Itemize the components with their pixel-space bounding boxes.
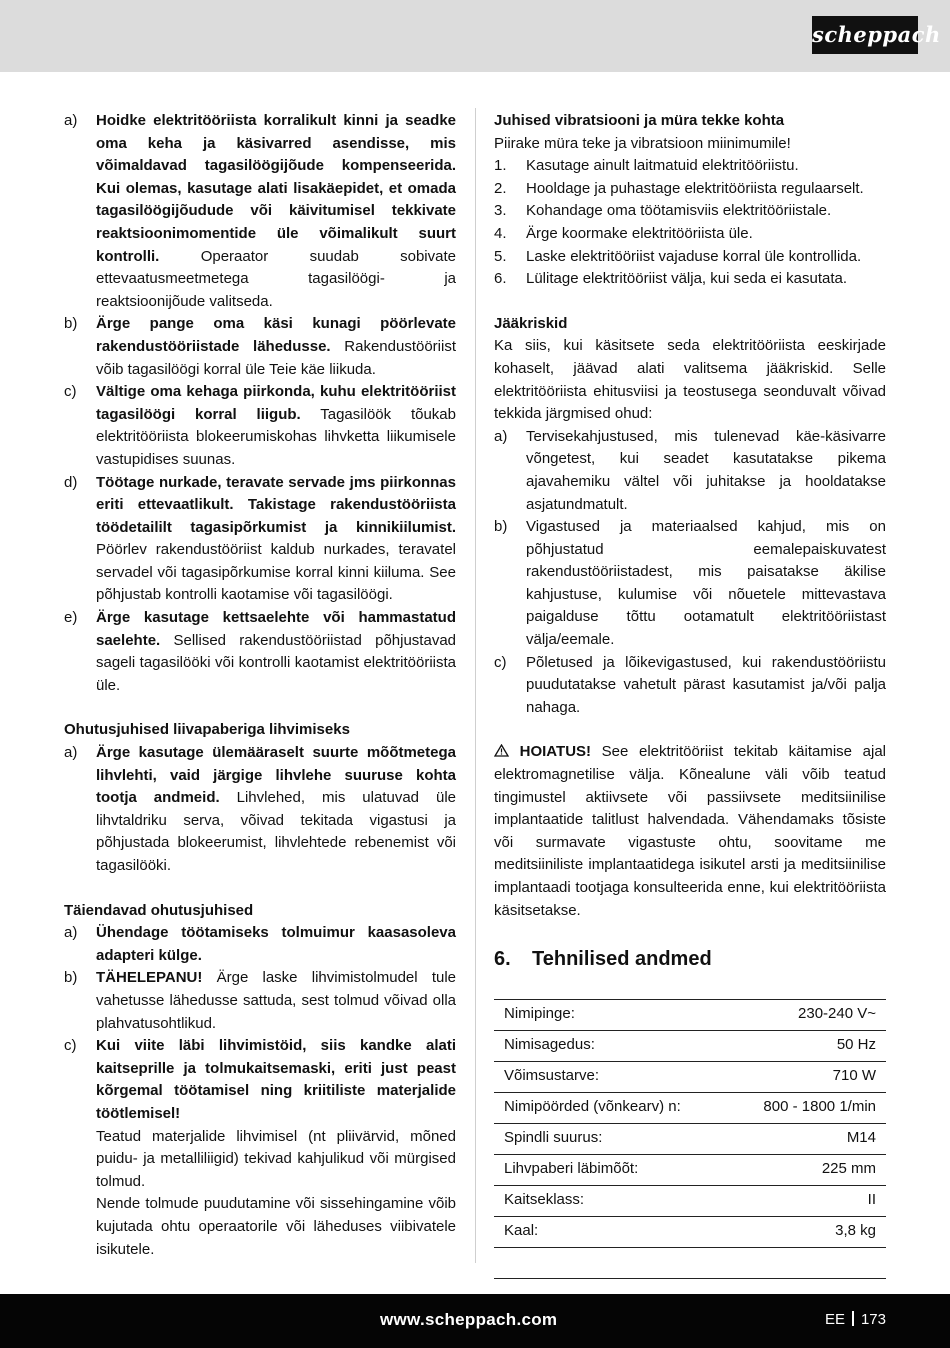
list-item [494, 426, 886, 516]
item-text: Lihvlehed, mis ulatuvad üle lihvtaldriku serva, võivad tekitada vigastusi ja põhjustada blokeerumist, lihvlehtede rebenemist või tagasilööki. [96, 789, 456, 874]
item-text: Hooldage ja puhastage elektritööriista regulaarselt. [526, 179, 864, 197]
item-text: Vigastused ja materiaalsed kahjud, mis on põhjustatud eemalepaiskuvatest rakendustööriistadest, mis paisatakse äkilise kahjustuse, kulumise või nõuetele mittevastava paigalduse tõttu ootamatult elektritööriistast välja/eemale. [526, 518, 886, 649]
item-label: c) [64, 1037, 77, 1055]
list-item [494, 246, 886, 269]
tech-data-table [494, 999, 886, 1279]
item-label: 5. [494, 247, 507, 265]
list-item [64, 967, 456, 1035]
spec-value: 230-240 V~ [728, 999, 886, 1030]
table-row [494, 1061, 886, 1092]
item-text: Tervisekahjustused, mis tulenevad käe-käsivarre võngetest, kui seadet kasutatakse pikema ajavahemiku vältel või juhitakse ja hooldatakse asjatundmatult. [526, 427, 886, 513]
language-code: EE [824, 1311, 845, 1328]
item-text: Kohandage oma töötamisviis elektritööriistale. [526, 202, 832, 220]
item-paragraph: Teatud materjalide lihvimisel (nt pliivärvid, mõned puidu- ja metalliliigid) tekivad kahjulikud või mürgised tolmud. [96, 1127, 456, 1190]
list-item [494, 155, 886, 178]
list-item [494, 178, 886, 201]
list-item [64, 381, 456, 471]
list-item [494, 223, 886, 246]
item-text: Ärge laske lihvimistolmudel tule vahetusse lähedusse sattuda, sest tolmud võivad olla plahvatusohtlikud. [96, 969, 456, 1032]
header-band [0, 0, 950, 72]
brand-logo: scheppach [812, 16, 918, 54]
item-bold-text: TÄHELEPANU! [96, 969, 203, 987]
item-bold-text: Ühendage töötamiseks tolmuimur kaasasoleva adapteri külge. [96, 924, 456, 964]
item-text: Tagasilöök tõukab elektritööriista blokeerumiskohas lihvketta liikumisele vastupidises suunas. [96, 405, 456, 468]
list-item [64, 742, 456, 878]
section-heading: Juhised vibratsiooni ja müra tekke kohta [494, 112, 785, 129]
section-title: Tehnilised andmed [532, 948, 712, 971]
item-text: Rakendustööriist võib tagasilöögi korral üle Teie käe liikuda. [96, 337, 456, 378]
spec-value: M14 [728, 1123, 886, 1154]
item-label: c) [494, 653, 507, 671]
table-row [494, 1123, 886, 1154]
list-item [64, 1035, 456, 1261]
item-label: e) [64, 609, 78, 627]
warning-notice [494, 741, 886, 922]
table-row [494, 1216, 886, 1247]
list-item [494, 516, 886, 652]
warning-triangle-icon [494, 741, 509, 764]
table-row [494, 1185, 886, 1216]
spec-label: Nimipinge: [494, 999, 728, 1030]
warning-text: See elektritööriist tekitab käitamise ajal elektromagnetilise välja. Kõnealune väli võib teatud tingimustel aktiivsete või passiivsete meditsiinilise implantaatide talitlust halvendada. Vähendamaks tõsiste või surmavate vigastuste ohtu, soovitame me meditsiiniliste implantaatidega isikutel arsti ja meditsiinilise implantaadi tootjaga konsulteerida enne, kui elektritööriista käsitsetakse. [494, 743, 886, 919]
item-label: a) [64, 112, 78, 129]
vibration-section [494, 110, 886, 291]
item-label: b) [494, 518, 508, 536]
item-bold-text: Ärge kasutage kettsaelehte või hammastatud saelehte. [96, 609, 456, 649]
item-text: Laske elektritööriist vajaduse korral üle kontrollida. [526, 247, 862, 265]
section-heading: Jääkriskid [494, 314, 568, 332]
footer-website-link[interactable]: www.scheppach.com [380, 1310, 558, 1329]
table-row-empty [494, 1247, 886, 1278]
item-label: b) [64, 969, 78, 987]
section-heading: Täiendavad ohutusjuhised [64, 901, 254, 919]
table-row [494, 999, 886, 1030]
tech-data-heading [494, 948, 886, 971]
spec-label: Spindli suurus: [494, 1123, 728, 1154]
table-row [494, 1092, 886, 1123]
list-item [494, 652, 886, 720]
list-item [64, 472, 456, 608]
separator [852, 1311, 854, 1326]
item-text: Kasutage ainult laitmatuid elektritööriistu. [526, 157, 799, 175]
spec-value: 3,8 kg [728, 1216, 886, 1247]
spec-label: Võimsustarve: [494, 1061, 728, 1092]
spec-label: Kaal: [494, 1216, 728, 1247]
page-number [825, 1311, 886, 1328]
spec-label: Lihvpaberi läbimõõt: [494, 1154, 728, 1185]
left-column [64, 110, 456, 1261]
item-text: Lülitage elektritööriist välja, kui seda ei kasutata. [526, 270, 848, 288]
list-item [494, 268, 886, 291]
item-label: c) [64, 383, 77, 401]
item-label: 3. [494, 202, 507, 220]
item-bold-text: Vältige oma kehaga piirkonda, kuhu elektritööriist tagasilöögi korral liigub. [96, 383, 456, 423]
table-row [494, 1030, 886, 1061]
item-paragraph: Nende tolmude puudutamine või sissehingamine võib kujutada ohtu operaatorile või läheduses viibivatele isikutele. [96, 1195, 456, 1258]
item-text: Sellised rakendustööriistad põhjustavad sageli tagasilööki või kontrolli kaotamist elektritööriista üle. [96, 631, 456, 694]
table-row [494, 1154, 886, 1185]
item-label: 4. [494, 224, 507, 242]
right-column [494, 110, 886, 1279]
residual-risks-section [494, 313, 886, 720]
item-label: a) [64, 924, 78, 942]
page-number-value: 173 [860, 1311, 886, 1328]
list-item [64, 607, 456, 697]
item-text: Põletused ja lõikevigastused, kui rakendustööriistu puudutatakse vahetult pärast kasutamist ja/või palja nahaga. [526, 653, 886, 716]
spec-value: 50 Hz [728, 1030, 886, 1061]
item-label: 2. [494, 179, 507, 197]
spec-label: Nimisagedus: [494, 1030, 728, 1061]
column-divider [475, 108, 476, 1263]
item-label: b) [64, 315, 78, 333]
list-item [494, 200, 886, 223]
item-label: 1. [494, 157, 507, 175]
spec-value: 710 W [728, 1061, 886, 1092]
spec-label: Nimipöörded (võnkearv) n: [494, 1092, 728, 1123]
sanding-section [64, 719, 456, 877]
item-label: d) [64, 473, 78, 491]
item-label: 6. [494, 270, 507, 288]
item-text: Ärge koormake elektritööriista üle. [526, 224, 753, 242]
spec-value: 800 - 1800 1/min [728, 1092, 886, 1123]
section-intro: Piirake müra teke ja vibratsioon miinimumile! [494, 134, 791, 152]
list-item [64, 313, 456, 381]
item-text: Operaator suudab sobivate ettevaatusmeetmetega tagasilöögi- ja reaktsioonijõude valitseda. [96, 247, 456, 310]
item-label: a) [494, 427, 508, 445]
warning-label: HOIATUS! [519, 743, 592, 761]
spec-value: 225 mm [728, 1154, 886, 1185]
item-label: a) [64, 744, 78, 762]
section-heading: Ohutusjuhised liivapaberiga lihvimiseks [64, 721, 350, 739]
item-text: Pöörlev rakendustööriist kaldub nurkades, teravatel servadel või tagasipõrkumise korral kinni kiiluma. See põhjustab kontrolli kaotamise või tagasilöögi. [96, 541, 456, 604]
section-number: 6. [494, 948, 511, 971]
section-intro: Ka siis, kui käsitsete seda elektritööriista eeskirjade kohaselt, jäävad alati valitsema jääkriskid. Selle elektritööriista ehitusviisi ja teostusega seonduvalt võivad tekkida järgmised ohud: [494, 337, 886, 423]
page-footer [0, 1294, 950, 1348]
spec-value: II [728, 1185, 886, 1216]
item-bold-text: Kui viite läbi lihvimistöid, siis kandke alati kaitseprille ja tolmukaitsemaski, eriti just peast kõrgemal töötamisel ning kriitiliste materjalide töötlemisel! [96, 1037, 456, 1122]
item-bold-text: Hoidke elektritööriista korralikult kinni ja seadke oma keha ja käsivarred asendisse, mis võimaldavad tagasilöögijõude kompenseerida. Kui olemas, kasutage alati lisakäepidet, et omada tagasilöögijõudude või käivitumisel tekkivate reaktsioonimomentide üle võimalikult suurt kontrolli. [96, 112, 456, 265]
kickback-list [64, 110, 456, 697]
list-item [64, 922, 456, 967]
additional-section [64, 900, 456, 1262]
item-bold-text: Ärge pange oma käsi kunagi pöörlevate rakendustööriistade lähedusse. [96, 315, 456, 355]
item-bold-text: Töötage nurkade, teravate servade jms piirkonnas eriti ettevaatlikult. Takistage rakendustööriista töödetaililt tagasipõrkumist ja kinnikiilumist. [96, 473, 456, 536]
item-bold-text: Ärge kasutage ülemääraselt suurte mõõtmetega lihvlehti, vaid järgige lihvlehe suuruse kohta tootja andmeid. [96, 744, 456, 807]
list-item [64, 110, 456, 313]
spec-label: Kaitseklass: [494, 1185, 728, 1216]
